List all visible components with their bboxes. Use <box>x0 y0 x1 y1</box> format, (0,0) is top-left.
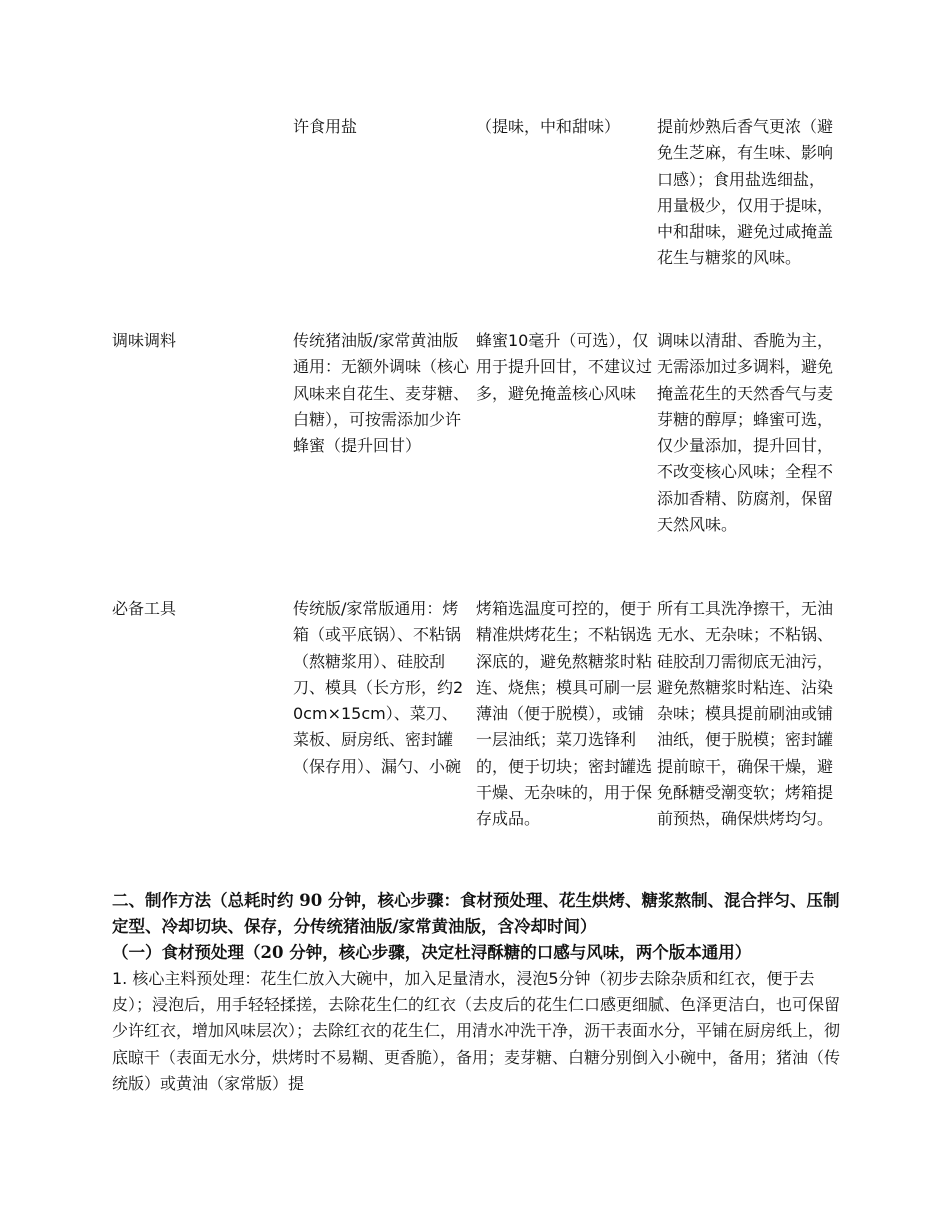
table-cell-optional: 蜂蜜10毫升（可选），仅用于提升回甘，不建议过多，避免掩盖核心风味 <box>476 331 653 403</box>
table-cell-category: 调味调料 <box>112 331 177 350</box>
table-cell-optional: 烤箱选温度可控的，便于精准烘烤花生；不粘锅选深底的，避免熬糖浆时粘连、烧焦；模具可刷一层薄油（便于脱模），或铺一层油纸；菜刀选锋利的，便于切块；密封罐选干燥、无杂味的，用于保存成品。 <box>476 599 653 829</box>
table-cell-optional: （提味，中和甜味） <box>476 117 621 136</box>
table-cell-standard: 传统猪油版/家常黄油版通用：无额外调味（核心风味来自花生、麦芽糖、白糖），可按需添加少许蜂蜜（提升回甘） <box>293 331 470 456</box>
table-cell-notes: 调味以清甜、香脆为主，无需添加过多调料，避免掩盖花生的天然香气与麦芽糖的醇厚；蜂蜜可选，仅少量添加，提升回甘，不改变核心风味；全程不添加香精、防腐剂，保留天然风味。 <box>657 331 834 535</box>
section-heading: 二、制作方法（总耗时约 90 分钟，核心步骤：食材预处理、花生烘烤、糖浆熬制、混合拌匀、压制定型、冷却切块、保存，分传统猪油版/家常黄油版，含冷却时间） <box>112 891 840 936</box>
table-cell-standard: 传统版/家常版通用：烤箱（或平底锅）、不粘锅（熬糖浆用）、硅胶刮刀、模具（长方形，约20cm×15cm）、菜刀、菜板、厨房纸、密封罐（保存用）、漏勺、小碗 <box>293 599 464 776</box>
table-cell-notes: 提前炒熟后香气更浓（避免生芝麻，有生味、影响口感）；食用盐选细盐，用量极少，仅用于提味，中和甜味，避免过咸掩盖花生与糖浆的风味。 <box>657 117 834 268</box>
table-cell-category: 必备工具 <box>112 599 177 618</box>
table-cell-standard: 许食用盐 <box>293 117 358 136</box>
section-subheading: （一）食材预处理（20 分钟，核心步骤，决定杜浔酥糖的口感与风味，两个版本通用） <box>112 943 752 962</box>
body-paragraph: 1. 核心主料预处理：花生仁放入大碗中，加入足量清水，浸泡5分钟（初步去除杂质和红衣，便于去皮）；浸泡后，用手轻轻揉搓，去除花生仁的红衣（去皮后的花生仁口感更细腻、色泽更洁白，也可保留少许红衣，增加风味层次）；去除红衣的花生仁，用清水冲洗干净，沥干表面水分，平铺在厨房纸上，彻底晾干（表面无水分，烘烤时不易糊、更香脆），备用；麦芽糖、白糖分别倒入小碗中，备用；猪油（传统版）或黄油（家常版）提 <box>112 969 841 1093</box>
table-cell-notes: 所有工具洗净擦干，无油无水、无杂味；不粘锅、硅胶刮刀需彻底无油污，避免熬糖浆时粘连、沾染杂味；模具提前刷油或铺油纸，便于脱模；密封罐提前晾干，确保干燥，避免酥糖受潮变软；烤箱提前预热，确保烘烤均匀。 <box>657 599 834 829</box>
